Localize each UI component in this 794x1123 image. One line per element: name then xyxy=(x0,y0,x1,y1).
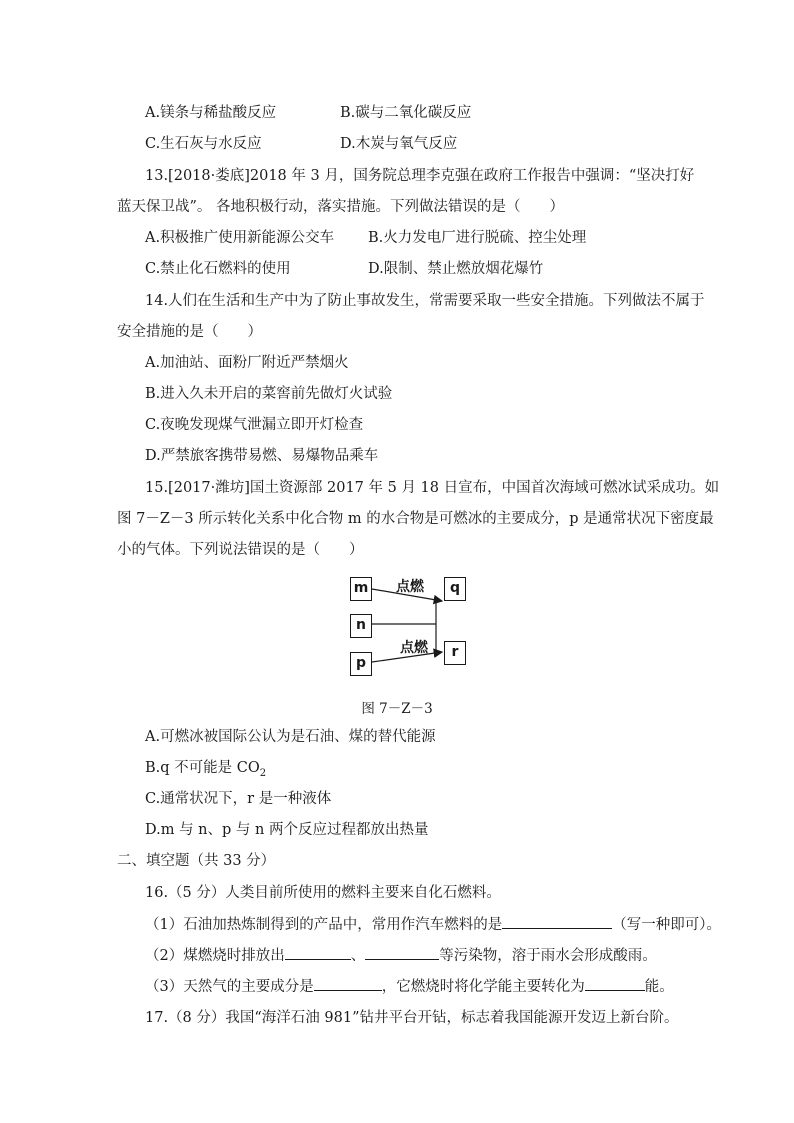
q13-option-b: B.火力发电厂进行脱硫、控尘处理 xyxy=(368,230,587,246)
q15-option-a: A.可燃冰被国际公认为是石油、煤的替代能源 xyxy=(145,729,436,745)
q15-option-b xyxy=(145,758,266,784)
q16-stem: 16.（5 分）人类目前所使用的燃料主要来自化石燃料。 xyxy=(145,885,501,901)
q16-sub3-mid: ，它燃烧时将化学能主要转化为 xyxy=(381,979,585,995)
q16-blank-5[interactable] xyxy=(585,976,645,991)
q16-sub3-tail: 能。 xyxy=(644,979,674,995)
q13-option-a: A.积极推广使用新能源公交车 xyxy=(145,230,335,246)
q14-stem-line2: 安全措施的是（ ） xyxy=(117,324,262,340)
q14-option-c: C.夜晚发现煤气泄漏立即开灯检查 xyxy=(145,417,364,433)
q15-option-d: D.m 与 n、p 与 n 两个反应过程都放出热量 xyxy=(145,822,429,838)
q16-sub2-tail: 等污染物，溶于雨水会形成酸雨。 xyxy=(439,948,657,964)
q16-sub2-text: （2）煤燃烧时排放出 xyxy=(145,948,285,964)
q16-blank-1[interactable] xyxy=(502,914,612,929)
q15-stem-line3: 小的气体。下列说法错误的是（ ） xyxy=(117,542,364,558)
label-ignite-top: 点燃 xyxy=(396,579,424,595)
q16-blank-2[interactable] xyxy=(285,945,351,960)
q16-sub2-sep: 、 xyxy=(350,948,366,964)
q14-stem-line1: 14.人们在生活和生产中为了防止事故发生，常需要采取一些安全措施。下列做法不属于 xyxy=(145,293,705,309)
box-r: r xyxy=(444,641,466,665)
q13-option-c: C.禁止化石燃料的使用 xyxy=(145,261,291,277)
q13-option-d: D.限制、禁止燃放烟花爆竹 xyxy=(368,261,544,277)
q15-stem-line2: 图 7－Z－3 所示转化关系中化合物 m 的水合物是可燃冰的主要成分，p 是通常状况下密度最 xyxy=(117,511,714,527)
q15-option-b-subscript: 2 xyxy=(259,767,267,779)
section-title: 二、填空题（共 33 分） xyxy=(117,853,276,869)
q16-sub1-tail: （写一种即可）。 xyxy=(612,917,721,933)
label-ignite-bottom: 点燃 xyxy=(400,640,428,656)
conversion-diagram xyxy=(348,574,478,682)
figure-caption: 图 7－Z－3 xyxy=(361,701,433,717)
q12-option-c: C.生石灰与水反应 xyxy=(145,136,262,152)
q16-sub2 xyxy=(145,945,657,966)
q14-option-a: A.加油站、面粉厂附近严禁烟火 xyxy=(145,355,349,371)
box-n: n xyxy=(350,614,372,638)
q16-blank-3[interactable] xyxy=(365,945,439,960)
q13-stem-line1: 13.[2018·娄底]2018 年 3 月，国务院总理李克强在政府工作报告中强调：“坚决打好 xyxy=(145,168,695,184)
q15-stem-line1: 15.[2017·潍坊]国土资源部 2017 年 5 月 18 日宣布，中国首次海域可燃冰试采成功。如 xyxy=(145,480,720,496)
q12-option-a: A.镁条与稀盐酸反应 xyxy=(145,105,277,121)
q16-sub3-text: （3）天然气的主要成分是 xyxy=(145,979,314,995)
q14-option-d: D.严禁旅客携带易燃、易爆物品乘车 xyxy=(145,448,379,464)
q12-option-b: B.碳与二氧化碳反应 xyxy=(340,105,472,121)
box-m: m xyxy=(350,577,372,601)
q15-option-c: C.通常状况下，r 是一种液体 xyxy=(145,791,332,807)
q12-option-d: D.木炭与氧气反应 xyxy=(340,136,458,152)
q15-option-b-text: B.q 不可能是 CO xyxy=(145,760,260,776)
q16-sub1 xyxy=(145,914,721,935)
q14-option-b: B.进入久未开启的菜窖前先做灯火试验 xyxy=(145,386,393,402)
box-p: p xyxy=(350,652,372,676)
q16-blank-4[interactable] xyxy=(314,976,382,991)
q17-stem: 17.（8 分）我国“海洋石油 981”钻井平台开钻，标志着我国能源开发迈上新台阶。 xyxy=(145,1010,679,1026)
box-q: q xyxy=(444,577,466,601)
q16-sub3 xyxy=(145,976,674,997)
q16-sub1-text: （1）石油加热炼制得到的产品中，常用作汽车燃料的是 xyxy=(145,917,503,933)
q13-stem-line2: 蓝天保卫战”。 各地积极行动，落实措施。下列做法错误的是（ ） xyxy=(117,199,565,215)
